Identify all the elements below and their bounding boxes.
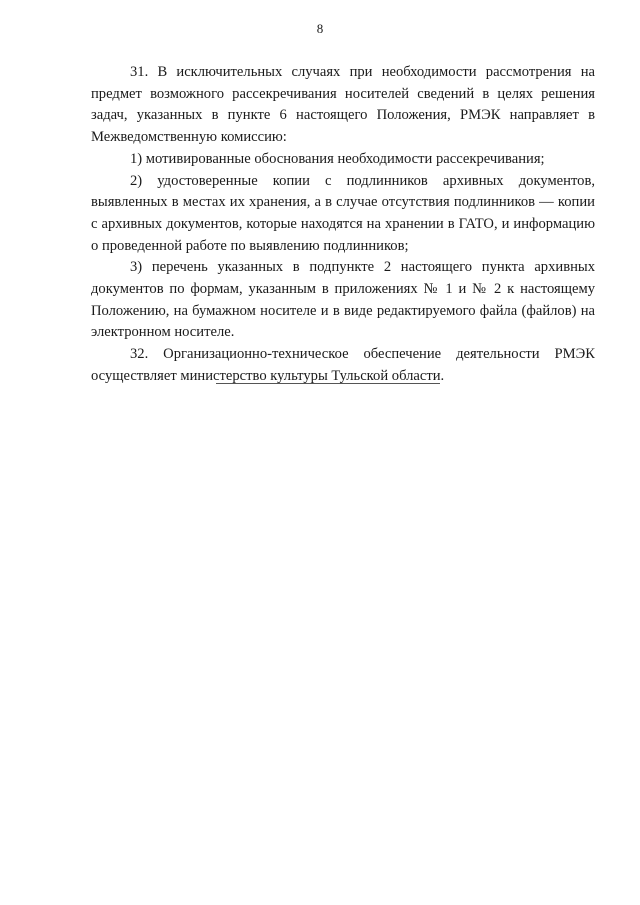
end-divider-line — [216, 383, 440, 384]
paragraph-32: 32. Организационно-техническое обеспечение деятельности РМЭК осуществляет министерство культуры Тульской области. — [91, 346, 595, 384]
paragraph-31: 31. В исключительных случаях при необходимости рассмотрения на предмет возможного рассекречивания носителей сведений в целях решения задач, указанных в пункте 6 настоящего Положения, РМЭК направляет в Межведомственную комиссию: — [91, 64, 595, 146]
page-number: 8 — [316, 21, 324, 36]
paragraph-31-item-2: 2) удостоверенные копии с подлинников архивных документов, выявленных в местах их хранения, а в случае отсутствия подлинников — копии с архивных документов, которые находятся на хранении в ГАТО, и информацию о проведенной работе по выявлению подлинников; — [91, 172, 595, 254]
paragraph-31-item-3: 3) перечень указанных в подпункте 2 настоящего пункта архивных документов по формам, указанным в приложениях № 1 и № 2 к настоящему Положению, на бумажном носителе и в виде редактируемого файла (файлов) на электронном носителе. — [91, 259, 595, 341]
document-body — [91, 62, 595, 388]
paragraph-31-item-1: 1) мотивированные обоснования необходимости рассекречивания; — [130, 150, 545, 167]
